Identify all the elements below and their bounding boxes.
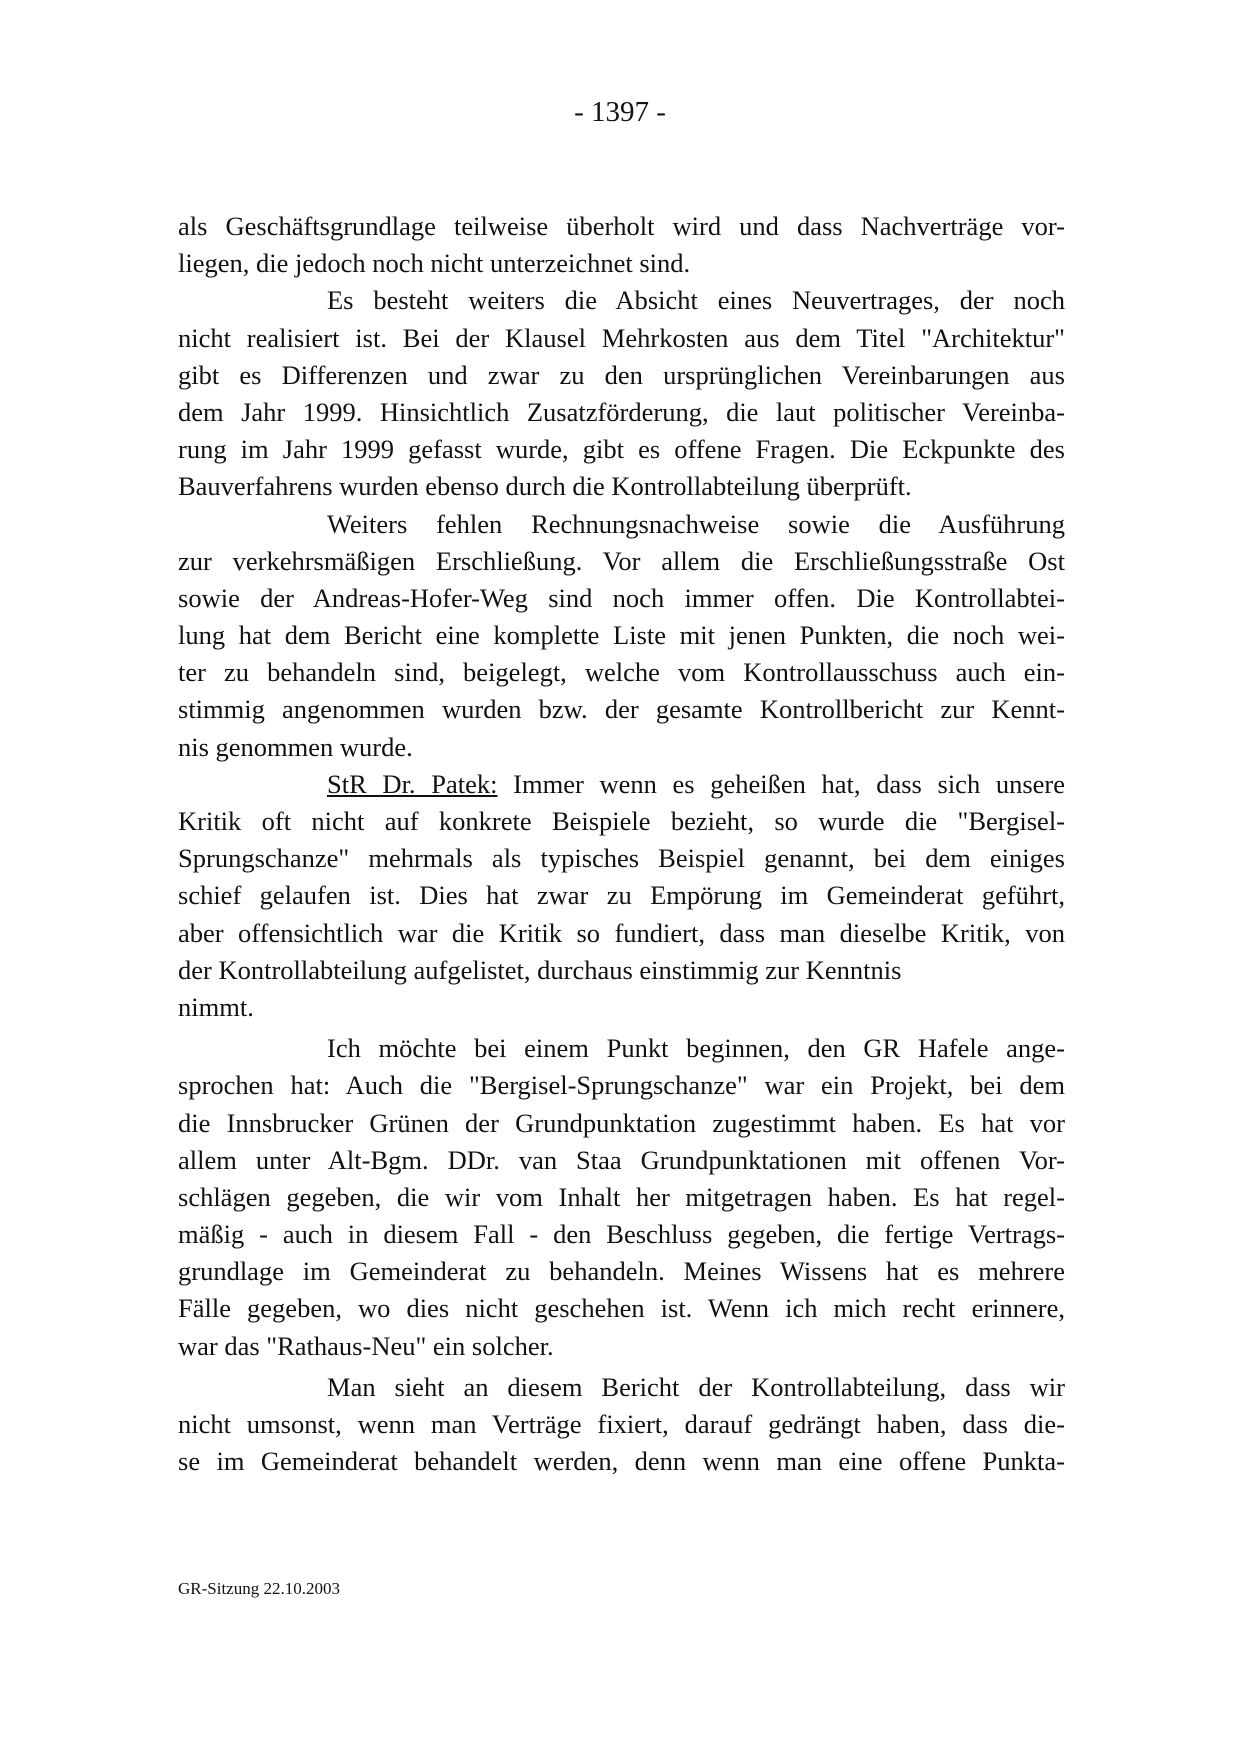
text-line: gibt es Differenzen und zwar zu den ursprünglichen Vereinbarungen aus: [178, 359, 1065, 390]
text-line: se im Gemeinderat behandelt werden, denn wenn man eine offene Punkta-: [178, 1446, 1065, 1477]
document-body: [178, 208, 1065, 1480]
paragraph: [178, 282, 1065, 505]
text-line: Es besteht weiters die Absicht eines Neuvertrages, der noch: [327, 285, 1065, 316]
text-line: Sprungschanze" mehrmals als typisches Beispiel genannt, bei dem einiges: [178, 843, 1065, 874]
text-line: Man sieht an diesem Bericht der Kontrollabteilung, dass wir: [327, 1371, 1065, 1402]
text-line: sowie der Andreas-Hofer-Weg sind noch immer offen. Die Kontrollabtei-: [178, 582, 1065, 613]
text-line: stimmig angenommen wurden bzw. der gesamte Kontrollbericht zur Kennt-: [178, 694, 1065, 725]
text-line: nicht umsonst, wenn man Verträge fixiert, darauf gedrängt haben, dass die-: [178, 1409, 1065, 1439]
text-line: sprochen hat: Auch die "Bergisel-Sprungschanze" war ein Projekt, bei dem: [178, 1070, 1065, 1101]
text-line: lung hat dem Bericht eine komplette Liste mit jenen Punkten, die noch wei-: [178, 620, 1065, 651]
text-line: nicht realisiert ist. Bei der Klausel Mehrkosten aus dem Titel "Architektur": [178, 322, 1065, 353]
paragraph: [178, 506, 1065, 766]
paragraph-continuation: [178, 208, 1065, 282]
text-line: dem Jahr 1999. Hinsichtlich Zusatzförderung, die laut politischer Vereinba-: [178, 396, 1065, 427]
text-line: Ich möchte bei einem Punkt beginnen, den GR Hafele ange-: [327, 1033, 1065, 1064]
text-line: schlägen gegeben, die wir vom Inhalt her mitgetragen haben. Es hat regel-: [178, 1181, 1065, 1212]
text-line: nis genommen wurde.: [178, 731, 413, 762]
text-line: schief gelaufen ist. Dies hat zwar zu Empörung im Gemeinderat geführt,: [178, 880, 1065, 911]
text-line: [178, 766, 1065, 803]
text-line: aber offensichtlich war die Kritik so fundiert, dass man dieselbe Kritik, von: [178, 917, 1065, 948]
text-line: grundlage im Gemeinderat zu behandeln. Meines Wissens hat es mehrere: [178, 1256, 1065, 1287]
text-line: Weiters fehlen Rechnungsnachweise sowie die Ausführung: [327, 508, 1065, 539]
text-line: als Geschäftsgrundlage teilweise überholt wird und dass Nachverträge vor-: [178, 211, 1065, 241]
text-line: mäßig - auch in diesem Fall - den Beschluss gegeben, die fertige Vertrags-: [178, 1219, 1065, 1250]
footer-session-date: GR-Sitzung 22.10.2003: [178, 1579, 340, 1598]
text-line: der Kontrollabteilung aufgelistet, durchaus einstimmig zur Kenntnis: [178, 954, 902, 985]
text-line: Bauverfahrens wurden ebenso durch die Kontrollabteilung überprüft.: [178, 471, 912, 502]
text-line: zur verkehrsmäßigen Erschließung. Vor allem die Erschließungsstraße Ost: [178, 545, 1065, 576]
text-line: liegen, die jedoch noch nicht unterzeichnet sind.: [178, 248, 691, 279]
text-line: Kritik oft nicht auf konkrete Beispiele bezieht, so wurde die "Bergisel-: [178, 806, 1065, 836]
speaker-statement-start: Immer wenn es geheißen hat, dass sich unsere: [513, 768, 1066, 799]
page-number: - 1397 -: [574, 96, 666, 128]
text-line: Fälle gegeben, wo dies nicht geschehen ist. Wenn ich mich recht erinnere,: [178, 1293, 1065, 1324]
text-line: allem unter Alt-Bgm. DDr. van Staa Grundpunktationen mit offenen Vor-: [178, 1144, 1065, 1175]
text-line: die Innsbrucker Grünen der Grundpunktation zugestimmt haben. Es hat vor: [178, 1107, 1065, 1138]
text-line: ter zu behandeln sind, beigelegt, welche vom Kontrollausschuss auch ein-: [178, 657, 1065, 688]
text-line: nimmt.: [178, 991, 254, 1022]
paragraph: [178, 1369, 1065, 1481]
paragraph: [178, 1030, 1065, 1365]
speaker-name: StR Dr. Patek:: [327, 768, 498, 799]
speaker-paragraph: [178, 766, 1065, 1026]
text-line: rung im Jahr 1999 gefasst wurde, gibt es offene Fragen. Die Eckpunkte des: [178, 434, 1065, 465]
text-line: war das "Rathaus-Neu" ein solcher.: [178, 1330, 554, 1361]
